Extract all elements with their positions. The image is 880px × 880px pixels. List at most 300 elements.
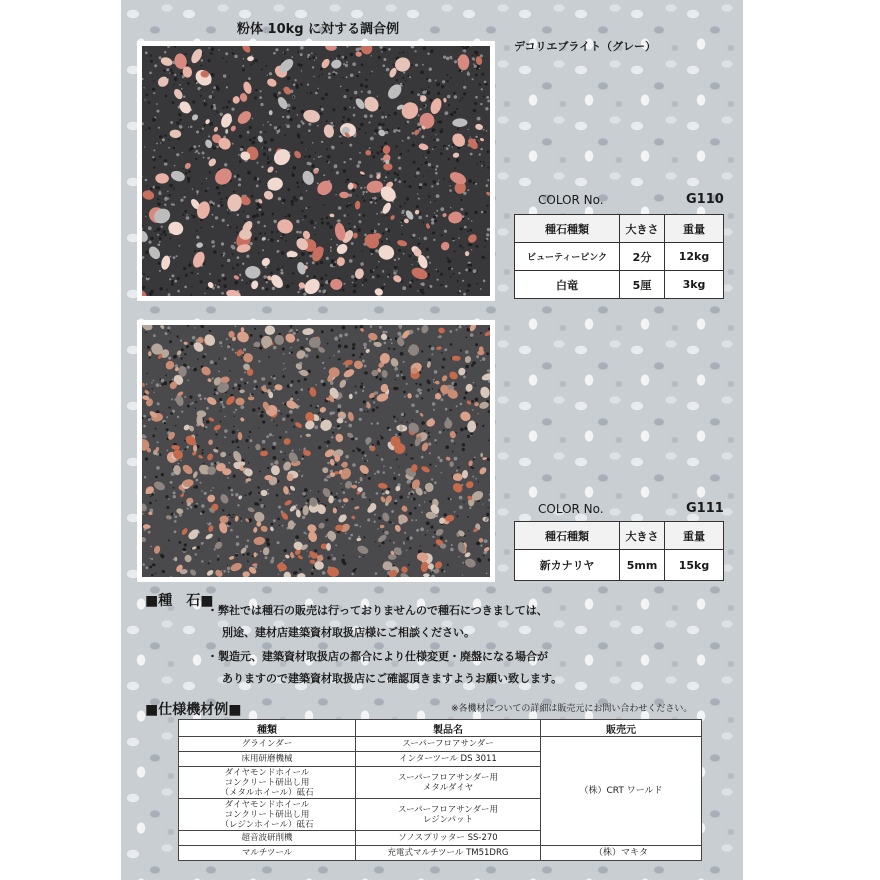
aggregate-fine — [456, 405, 458, 407]
aggregate-fine — [214, 388, 217, 391]
aggregate-fine — [387, 276, 389, 278]
aggregate-fine — [451, 439, 454, 442]
aggregate-fine — [300, 435, 302, 437]
aggregate-fine — [143, 415, 146, 418]
aggregate-fine — [467, 264, 470, 267]
aggregate-fine — [200, 227, 202, 229]
aggregate-fine — [409, 255, 412, 258]
aggregate-fine — [181, 357, 183, 359]
aggregate-fine — [381, 241, 383, 243]
aggregate-fine — [467, 284, 471, 288]
aggregate-fine — [402, 77, 404, 79]
aggregate-fine — [284, 549, 287, 552]
aggregate-fine — [145, 179, 148, 182]
aggregate-fine — [426, 215, 428, 217]
aggregate-fine — [438, 389, 440, 391]
aggregate-fine — [377, 442, 380, 445]
aggregate-fine — [317, 125, 319, 127]
aggregate-fine — [248, 493, 251, 496]
aggregate-fine — [427, 389, 430, 392]
aggregate-fine — [415, 383, 417, 385]
aggregate-fine — [393, 270, 394, 271]
aggregate-fine — [334, 123, 336, 125]
aggregate-fine — [300, 388, 303, 391]
aggregate-fine — [405, 80, 406, 81]
aggregate-fine — [359, 214, 361, 216]
aggregate-fine — [394, 112, 397, 115]
aggregate-fine — [358, 128, 360, 130]
table-cell: グラインダー — [179, 737, 356, 752]
aggregate-fine — [282, 199, 286, 203]
aggregate-fine — [295, 539, 297, 541]
aggregate-fine — [401, 413, 404, 416]
aggregate-fine — [441, 128, 443, 130]
aggregate-fine — [245, 495, 247, 497]
aggregate-fine — [291, 419, 294, 422]
aggregate-fine — [195, 553, 197, 555]
aggregate-fine — [216, 447, 218, 449]
aggregate-fine — [434, 146, 436, 148]
aggregate-fine — [273, 346, 277, 350]
aggregate-fine — [322, 362, 324, 364]
aggregate-fine — [248, 462, 250, 464]
aggregate-fine — [385, 176, 387, 178]
aggregate-fine — [428, 436, 430, 438]
aggregate-fine — [407, 75, 409, 77]
aggregate-fine — [201, 560, 203, 562]
aggregate-fine — [164, 198, 167, 201]
aggregate-fine — [431, 137, 432, 138]
aggregate-fine — [181, 75, 182, 76]
aggregate-fine — [373, 521, 375, 523]
aggregate-fine — [465, 373, 467, 375]
aggregate-fine — [458, 466, 460, 468]
aggregate-fine — [356, 195, 358, 197]
aggregate-fine — [291, 204, 294, 207]
aggregate-fine — [326, 222, 329, 225]
aggregate-fine — [163, 69, 166, 72]
aggregate-fine — [200, 89, 202, 91]
aggregate-fine — [268, 239, 269, 240]
aggregate-fine — [259, 96, 262, 99]
aggregate-fine — [318, 446, 321, 449]
aggregate-fine — [480, 148, 482, 150]
aggregate-fine — [475, 136, 478, 139]
aggregate-fine — [262, 440, 266, 444]
aggregate-fine — [331, 259, 335, 263]
aggregate-fine — [391, 510, 394, 513]
aggregate-fine — [249, 439, 252, 442]
aggregate-fine — [321, 218, 323, 220]
aggregate-fine — [338, 350, 341, 353]
aggregate-fine — [334, 496, 337, 499]
aggregate-fine — [299, 231, 302, 234]
aggregate-fine — [346, 379, 347, 380]
aggregate-fine — [483, 164, 485, 166]
aggregate-fine — [195, 327, 196, 328]
aggregate-fine — [289, 384, 292, 387]
aggregate-fine — [296, 231, 299, 234]
aggregate-fine — [335, 463, 337, 465]
aggregate-fine — [402, 286, 406, 290]
aggregate-fine — [472, 78, 474, 80]
aggregate-fine — [488, 507, 489, 508]
aggregate-fine — [325, 93, 328, 96]
aggregate-fine — [439, 459, 442, 462]
aggregate-fine — [232, 440, 235, 443]
aggregate-fine — [436, 210, 438, 212]
aggregate-fine — [213, 394, 214, 395]
aggregate-fine — [236, 231, 238, 233]
aggregate-fine — [350, 74, 354, 78]
table-cell: （株）マキタ — [541, 846, 702, 861]
aggregate-fine — [174, 77, 178, 81]
table-cell: 超音波研削機 — [179, 831, 356, 846]
aggregate-fine — [179, 541, 182, 544]
aggregate-fine — [424, 501, 425, 502]
aggregate-fine — [196, 236, 199, 239]
aggregate-fine — [473, 382, 475, 384]
aggregate-fine — [362, 250, 363, 251]
aggregate-fine — [475, 343, 478, 346]
aggregate-fine — [219, 398, 222, 401]
aggregate-fine — [258, 252, 260, 254]
aggregate-fine — [420, 545, 421, 546]
aggregate-fine — [405, 251, 406, 252]
aggregate-fine — [431, 221, 434, 224]
aggregate-fine — [201, 490, 203, 492]
aggregate-fine — [339, 290, 340, 291]
aggregate-fine — [406, 186, 407, 187]
aggregate-fine — [146, 94, 148, 96]
aggregate-fine — [148, 226, 152, 230]
aggregate-fine — [153, 80, 155, 82]
aggregate-fine — [208, 562, 210, 564]
aggregate-fine — [463, 501, 465, 503]
aggregate-fine — [335, 261, 337, 263]
aggregate-fine — [328, 73, 331, 76]
aggregate-fine — [316, 263, 319, 266]
aggregate-fine — [223, 277, 226, 280]
aggregate-fine — [171, 274, 174, 277]
aggregate-fine — [346, 61, 348, 63]
aggregate-fine — [221, 265, 224, 268]
aggregate-fine — [190, 261, 192, 263]
aggregate-fine — [300, 46, 304, 50]
aggregate-fine — [143, 425, 146, 428]
aggregate-fine — [173, 84, 175, 86]
aggregate-fine — [378, 223, 380, 225]
aggregate-fine — [242, 69, 245, 72]
aggregate-fine — [449, 185, 451, 187]
aggregate-fine — [187, 366, 190, 369]
aggregate-fine — [308, 162, 311, 165]
aggregate-fine — [266, 435, 269, 438]
aggregate-fine — [205, 353, 207, 355]
aggregate-fine — [279, 436, 282, 439]
aggregate-fine — [486, 513, 489, 516]
aggregate-fine — [284, 52, 286, 54]
aggregate-fine — [272, 446, 276, 450]
aggregate-fine — [480, 54, 483, 57]
aggregate-fine — [385, 331, 387, 333]
aggregate-fine — [434, 212, 435, 213]
aggregate-fine — [428, 358, 431, 361]
aggregate-fine — [264, 131, 266, 133]
aggregate-fine — [285, 124, 286, 125]
aggregate-fine — [209, 95, 213, 99]
aggregate-fine — [393, 348, 395, 350]
aggregate-fine — [416, 279, 418, 281]
aggregate-fine — [424, 89, 426, 91]
aggregate-fine — [342, 561, 345, 564]
aggregate-fine — [190, 404, 192, 406]
aggregate-fine — [427, 171, 428, 172]
aggregate-fine — [382, 123, 385, 126]
aggregate-fine — [237, 430, 238, 431]
aggregate-fine — [239, 135, 243, 139]
aggregate-fine — [422, 64, 424, 66]
aggregate-fine — [259, 499, 261, 501]
aggregate-fine — [196, 230, 198, 232]
aggregate-fine — [161, 142, 163, 144]
aggregate-fine — [285, 240, 287, 242]
aggregate-fine — [486, 184, 489, 187]
aggregate-fine — [358, 161, 361, 164]
aggregate-fine — [463, 86, 466, 89]
aggregate-fine — [162, 570, 165, 573]
aggregate-fine — [389, 241, 390, 242]
aggregate-fine — [236, 227, 238, 229]
aggregate-fine — [474, 65, 477, 68]
aggregate-fine — [289, 118, 293, 122]
aggregate-fine — [433, 139, 435, 141]
aggregate-fine — [348, 424, 352, 428]
aggregate-fine — [279, 126, 281, 128]
aggregate-fine — [248, 436, 249, 437]
aggregate-fine — [427, 256, 430, 259]
aggregate-fine — [168, 139, 169, 140]
aggregate-fine — [316, 355, 319, 358]
aggregate-fine — [150, 237, 153, 240]
aggregate-fine — [196, 503, 198, 505]
aggregate-fine — [472, 476, 474, 478]
aggregate-fine — [423, 155, 424, 156]
aggregate-fine — [215, 362, 218, 365]
aggregate-fine — [419, 383, 422, 386]
aggregate-fine — [283, 458, 285, 460]
g110-spec-table — [514, 214, 724, 299]
aggregate-fine — [403, 72, 405, 74]
aggregate-fine — [168, 406, 170, 408]
aggregate-fine — [395, 145, 397, 147]
aggregate-fine — [370, 201, 373, 204]
aggregate-fine — [174, 515, 177, 518]
aggregate-fine — [226, 338, 228, 340]
aggregate-fine — [178, 113, 181, 116]
aggregate-fine — [169, 340, 172, 343]
table-cell: 充電式マルチツール TM51DRG — [356, 846, 541, 861]
aggregate-fine — [446, 74, 448, 76]
aggregate-fine — [237, 504, 239, 506]
aggregate-fine — [470, 229, 473, 232]
aggregate-fine — [463, 92, 466, 95]
aggregate-fine — [224, 357, 227, 360]
aggregate-fine — [210, 490, 212, 492]
aggregate-fine — [454, 251, 456, 253]
aggregate-fine — [429, 464, 431, 466]
aggregate-fine — [230, 489, 233, 492]
aggregate-fine — [471, 400, 474, 403]
aggregate-fine — [151, 382, 153, 384]
aggregate-fine — [162, 230, 166, 234]
aggregate-fine — [250, 334, 253, 337]
aggregate-fine — [352, 343, 355, 346]
aggregate-fine — [480, 360, 481, 361]
aggregate-fine — [373, 401, 375, 403]
aggregate-fine — [321, 97, 324, 100]
aggregate-fine — [364, 187, 366, 189]
aggregate-fine — [238, 388, 240, 390]
aggregate-fine — [293, 571, 297, 575]
aggregate-fine — [212, 53, 214, 55]
aggregate-fine — [331, 239, 332, 240]
aggregate-fine — [458, 556, 459, 557]
aggregate-fine — [261, 166, 263, 168]
aggregate-fine — [284, 134, 286, 136]
aggregate-fine — [177, 416, 179, 418]
aggregate-fine — [346, 76, 348, 78]
aggregate-fine — [170, 121, 173, 124]
aggregate-fine — [363, 276, 364, 277]
aggregate-fine — [474, 51, 478, 55]
aggregate-fine — [151, 574, 153, 576]
aggregate-fine — [235, 439, 238, 442]
g110-color-code: G110 — [686, 192, 724, 207]
aggregate-fine — [233, 475, 236, 478]
aggregate-fine — [486, 130, 488, 132]
aggregate-fine — [148, 418, 151, 421]
aggregate-fine — [409, 285, 412, 288]
aggregate-fine — [165, 332, 168, 335]
aggregate-fine — [376, 406, 378, 408]
aggregate-fine — [350, 53, 354, 57]
aggregate-fine — [454, 443, 455, 444]
aggregate-fine — [378, 123, 381, 126]
aggregate-fine — [286, 115, 290, 119]
aggregate-fine — [187, 508, 189, 510]
aggregate-fine — [437, 270, 439, 272]
aggregate-fine — [344, 214, 347, 217]
aggregate-fine — [306, 207, 308, 209]
aggregate-fine — [441, 352, 443, 354]
aggregate-fine — [329, 358, 330, 359]
equipment-heading: ■仕様機材例■ — [145, 702, 242, 718]
aggregate-fine — [312, 56, 315, 59]
aggregate-fine — [194, 485, 198, 489]
aggregate-fine — [223, 185, 225, 187]
aggregate-fine — [258, 407, 260, 409]
aggregate-fine — [222, 404, 224, 406]
aggregate-fine — [198, 145, 200, 147]
aggregate-fine — [226, 197, 228, 199]
aggregate-fine — [317, 498, 319, 500]
aggregate-fine — [306, 275, 308, 277]
aggregate-fine — [387, 173, 389, 175]
aggregate-fine — [370, 137, 374, 141]
aggregate-fine — [310, 490, 311, 491]
aggregate-fine — [382, 112, 384, 114]
aggregate-fine — [348, 223, 350, 225]
aggregate-fine — [278, 410, 280, 412]
aggregate-fine — [477, 164, 478, 165]
aggregate-fine — [307, 54, 310, 57]
aggregate-fine — [231, 108, 234, 111]
aggregate-fine — [317, 88, 318, 89]
aggregate-fine — [404, 215, 405, 216]
aggregate-fine — [342, 326, 346, 330]
aggregate-fine — [398, 167, 401, 170]
aggregate-fine — [149, 502, 152, 505]
aggregate-fine — [297, 186, 299, 188]
aggregate-fine — [263, 124, 264, 125]
aggregate-fine — [442, 80, 445, 83]
aggregate-fine — [399, 496, 403, 500]
aggregate-fine — [154, 564, 156, 566]
aggregate-fine — [449, 189, 452, 192]
aggregate-fine — [363, 343, 367, 347]
g111-spec-table — [514, 521, 724, 581]
aggregate-fine — [204, 397, 207, 400]
aggregate-fine — [372, 155, 375, 158]
aggregate-fine — [475, 211, 478, 214]
aggregate-fine — [375, 572, 378, 575]
table-cell: スーパーフロアサンダー用 レジンパット — [356, 799, 541, 831]
aggregate-fine — [266, 65, 268, 67]
aggregate-fine — [433, 239, 435, 241]
aggregate-fine — [326, 257, 329, 260]
aggregate-fine — [421, 512, 423, 514]
aggregate-fine — [168, 147, 170, 149]
aggregate-fine — [209, 560, 210, 561]
aggregate-fine — [212, 226, 214, 228]
aggregate-fine — [142, 563, 145, 566]
aggregate-fine — [176, 153, 179, 156]
aggregate-fine — [364, 536, 366, 538]
aggregate-fine — [234, 383, 237, 386]
aggregate-fine — [189, 149, 191, 151]
aggregate-fine — [321, 380, 324, 383]
aggregate-fine — [213, 107, 216, 110]
aggregate-fine — [340, 86, 342, 88]
aggregate-fine — [253, 388, 255, 390]
aggregate-fine — [379, 107, 382, 110]
aggregate-fine — [465, 212, 468, 215]
table-cell: 3kg — [665, 271, 724, 299]
aggregate-fine — [304, 156, 306, 158]
aggregate-fine — [421, 135, 424, 138]
aggregate-fine — [149, 72, 152, 75]
aggregate-fine — [363, 400, 366, 403]
aggregate-fine — [232, 253, 234, 255]
aggregate-fine — [292, 81, 293, 82]
aggregate-fine — [217, 205, 220, 208]
aggregate-fine — [210, 360, 214, 364]
aggregate-fine — [277, 94, 278, 95]
aggregate-fine — [440, 152, 443, 155]
aggregate-fine — [168, 357, 171, 360]
aggregate-fine — [338, 498, 339, 499]
